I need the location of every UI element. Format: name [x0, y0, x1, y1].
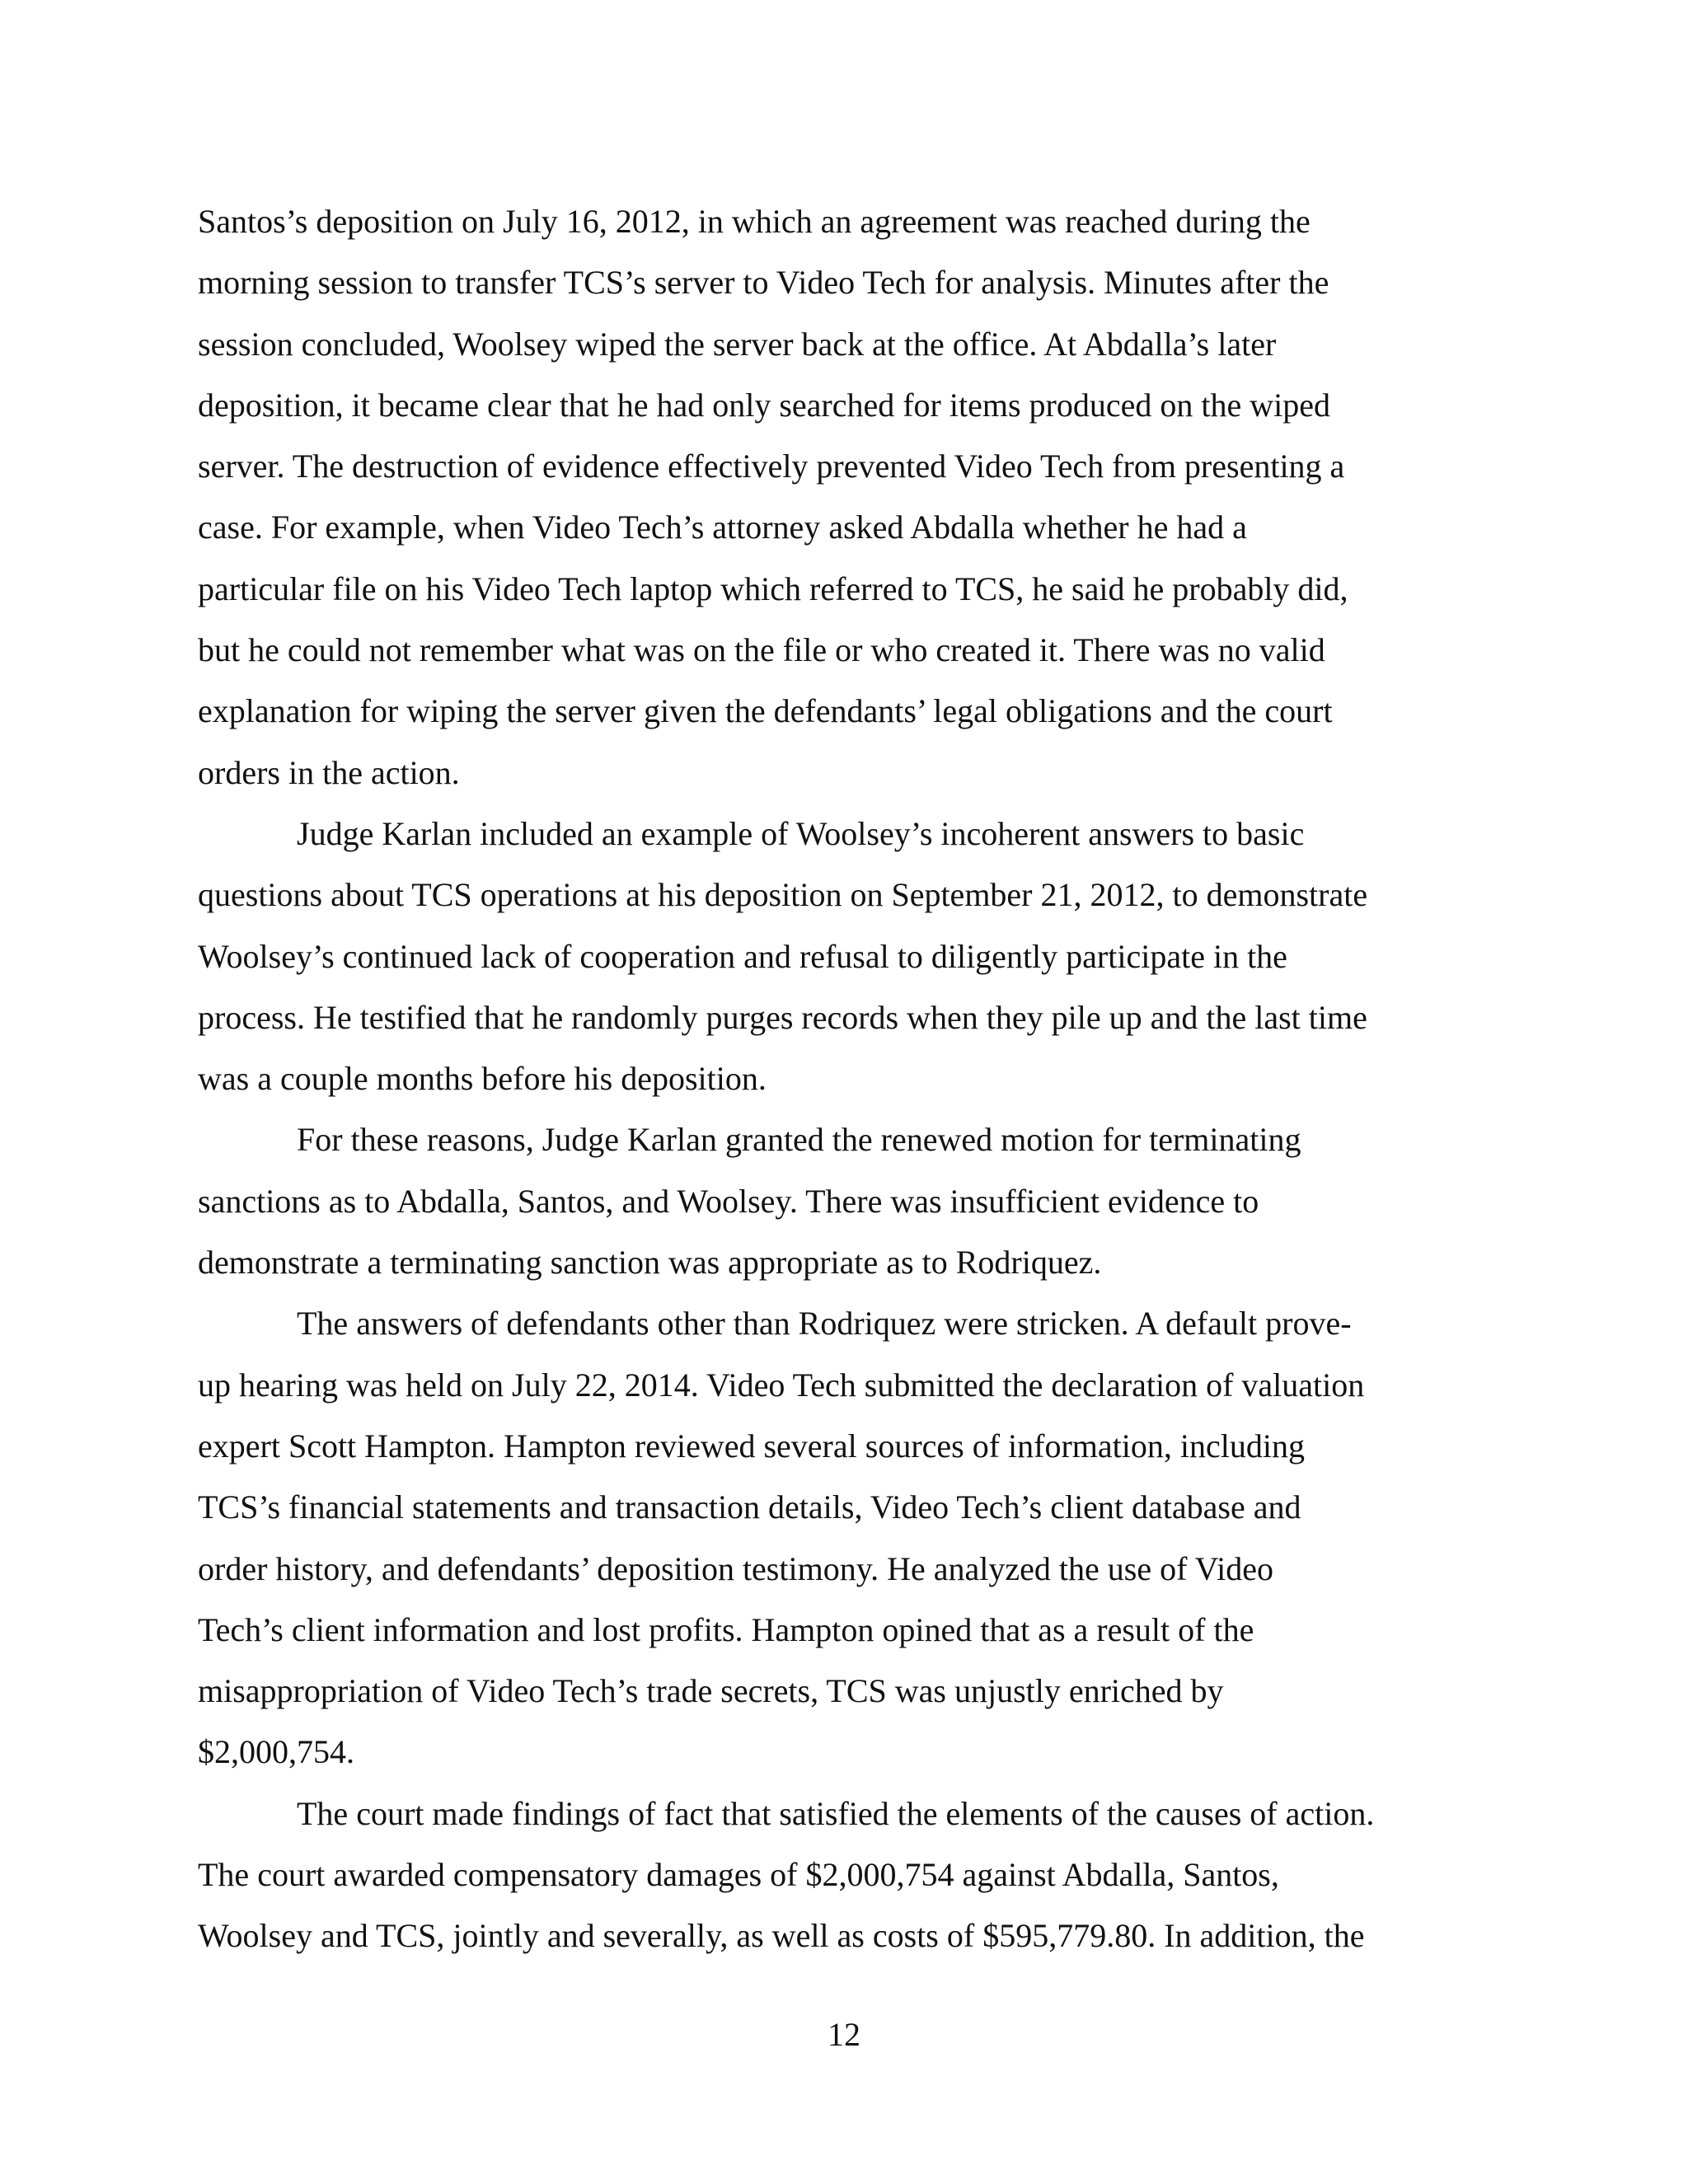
text-line: Woolsey’s continued lack of cooperation and refusal to diligently participate in the [198, 937, 1287, 975]
text-line: was a couple months before his deposition. [198, 1060, 767, 1098]
paragraph-1 [198, 191, 1500, 804]
paragraph-4 [198, 1293, 1500, 1783]
paragraph-5 [198, 1783, 1500, 1967]
text-line: The court awarded compensatory damages of $2,000,754 against Abdalla, Santos, [198, 1856, 1279, 1894]
text-line: Santos’s deposition on July 16, 2012, in which an agreement was reached during the [198, 203, 1311, 240]
text-line: questions about TCS operations at his deposition on September 21, 2012, to demonstrate [198, 876, 1368, 914]
text-line: The court made findings of fact that satisfied the elements of the causes of action. [297, 1794, 1375, 1832]
text-line: sanctions as to Abdalla, Santos, and Woolsey. There was insufficient evidence to [198, 1182, 1259, 1220]
document-body [198, 191, 1500, 1967]
text-line: case. For example, when Video Tech’s attorney asked Abdalla whether he had a [198, 509, 1247, 546]
text-line: misappropriation of Video Tech’s trade secrets, TCS was unjustly enriched by [198, 1672, 1224, 1710]
text-line: Judge Karlan included an example of Woolsey’s incoherent answers to basic [297, 814, 1305, 852]
page-number: 12 [828, 2016, 860, 2053]
text-line: session concluded, Woolsey wiped the server back at the office. At Abdalla’s later [198, 325, 1277, 363]
text-line: morning session to transfer TCS’s server to Video Tech for analysis. Minutes after the [198, 264, 1329, 302]
text-line: $2,000,754. [198, 1733, 354, 1771]
text-line: but he could not remember what was on the file or who created it. There was no valid [198, 631, 1325, 669]
paragraph-2 [198, 804, 1500, 1109]
text-line: Tech’s client information and lost profits. Hampton opined that as a result of the [198, 1610, 1254, 1648]
text-line: particular file on his Video Tech laptop which referred to TCS, he said he probably did, [198, 569, 1348, 607]
text-line: server. The destruction of evidence effectively prevented Video Tech from presenting a [198, 448, 1345, 485]
text-line: deposition, it became clear that he had only searched for items produced on the wiped [198, 386, 1330, 424]
paragraph-3 [198, 1109, 1500, 1293]
text-line: up hearing was held on July 22, 2014. Video Tech submitted the declaration of valuation [198, 1366, 1365, 1404]
text-line: demonstrate a terminating sanction was appropriate as to Rodriquez. [198, 1244, 1102, 1282]
text-line: Woolsey and TCS, jointly and severally, as well as costs of $595,779.80. In addition, the [198, 1917, 1365, 1955]
text-line: For these reasons, Judge Karlan granted the renewed motion for terminating [297, 1121, 1301, 1159]
text-line: expert Scott Hampton. Hampton reviewed several sources of information, including [198, 1427, 1305, 1465]
text-line: orders in the action. [198, 753, 460, 791]
text-line: TCS’s financial statements and transaction details, Video Tech’s client database and [198, 1488, 1301, 1526]
text-line: explanation for wiping the server given the defendants’ legal obligations and the court [198, 692, 1333, 730]
text-line: The answers of defendants other than Rodriquez were stricken. A default prove- [297, 1305, 1352, 1343]
text-line: order history, and defendants’ deposition testimony. He analyzed the use of Video [198, 1549, 1274, 1587]
text-line: process. He testified that he randomly purges records when they pile up and the last time [198, 998, 1367, 1036]
